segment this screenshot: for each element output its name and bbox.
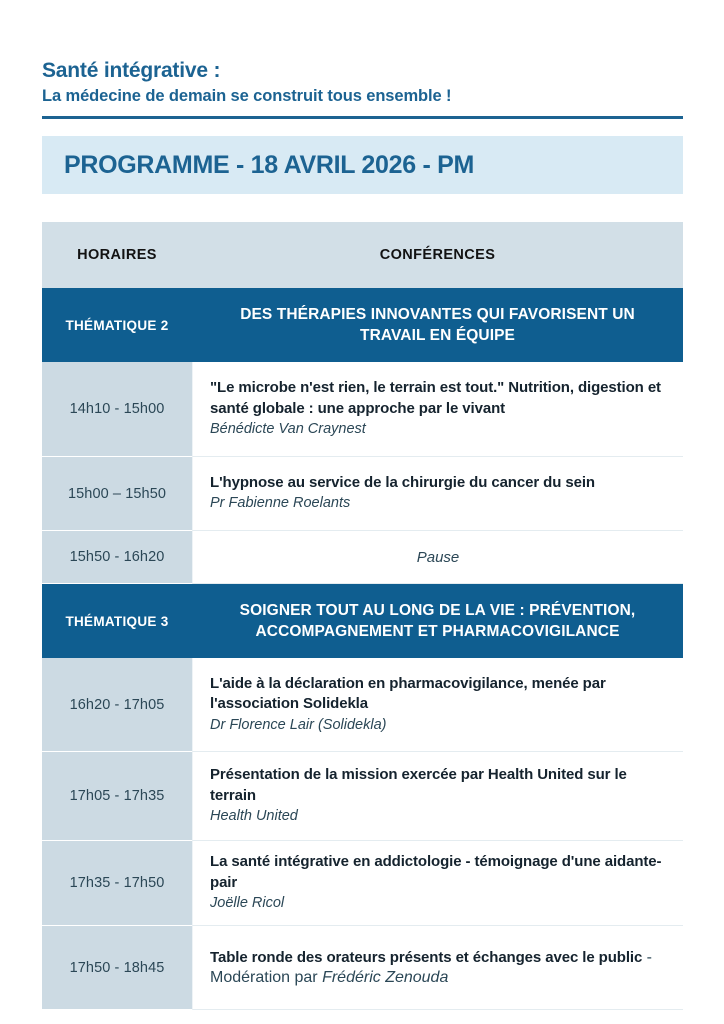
theme-title-2: DES THÉRAPIES INNOVANTES QUI FAVORISENT UN TRAVAIL EN ÉQUIPE bbox=[240, 305, 635, 344]
table-row[interactable] bbox=[42, 658, 683, 752]
row-time: 17h05 - 17h35 bbox=[42, 752, 192, 841]
conference-title: Présentation de la mission exercée par Health United sur le terrain bbox=[210, 766, 627, 804]
pause-label: Pause bbox=[192, 531, 683, 584]
row-conference bbox=[192, 752, 683, 841]
row-time: 15h00 – 15h50 bbox=[42, 457, 192, 531]
theme-label-3: THÉMATIQUE 3 bbox=[65, 613, 169, 629]
schedule-table bbox=[42, 222, 683, 1010]
row-time: 15h50 - 16h20 bbox=[42, 531, 192, 584]
row-conference bbox=[192, 457, 683, 531]
roundtable-line bbox=[210, 948, 663, 987]
page-subtitle: La médecine de demain se construit tous ensemble ! bbox=[42, 87, 452, 106]
conference-speaker: Health United bbox=[210, 808, 298, 825]
page-header bbox=[42, 58, 683, 119]
table-row[interactable] bbox=[42, 362, 683, 457]
table-row[interactable] bbox=[42, 752, 683, 841]
column-header-horaires: HORAIRES bbox=[77, 247, 157, 263]
conference-title: Table ronde des orateurs présents et échanges avec le public bbox=[210, 949, 643, 967]
conference-title: La santé intégrative en addictologie - témoignage d'une aidante-pair bbox=[210, 853, 662, 891]
table-row[interactable] bbox=[42, 457, 683, 531]
conference-speaker: Bénédicte Van Craynest bbox=[210, 421, 366, 438]
row-time: 14h10 - 15h00 bbox=[42, 362, 192, 457]
column-header-conferences: CONFÉRENCES bbox=[379, 247, 496, 263]
row-time: 17h35 - 17h50 bbox=[42, 841, 192, 926]
programme-banner-label: PROGRAMME - 18 AVRIL 2026 - PM bbox=[64, 150, 475, 179]
theme-title-3: SOIGNER TOUT AU LONG DE LA VIE : PRÉVENTION, ACCOMPAGNEMENT ET PHARMACOVIGILANCE bbox=[239, 601, 636, 640]
row-conference bbox=[192, 841, 683, 926]
conference-speaker: Joëlle Ricol bbox=[210, 895, 285, 912]
conference-title: L'hypnose au service de la chirurgie du cancer du sein bbox=[210, 473, 595, 491]
conference-speaker: Pr Fabienne Roelants bbox=[210, 495, 351, 512]
table-row[interactable] bbox=[42, 926, 683, 1010]
moderator-name: Frédéric Zenouda bbox=[322, 968, 449, 986]
row-time: 17h50 - 18h45 bbox=[42, 926, 192, 1010]
table-row[interactable] bbox=[42, 841, 683, 926]
table-header-row bbox=[42, 222, 683, 288]
conference-speaker: Dr Florence Lair (Solidekla) bbox=[210, 716, 387, 733]
theme-band-thematique-2 bbox=[42, 288, 683, 362]
moderation-connector: - Modération par bbox=[210, 949, 652, 986]
theme-label-2: THÉMATIQUE 2 bbox=[65, 317, 169, 333]
theme-band-thematique-3 bbox=[42, 584, 683, 658]
conference-title: L'aide à la déclaration en pharmacovigilance, menée par l'association Solidekla bbox=[210, 674, 606, 713]
conference-title: "Le microbe n'est rien, le terrain est tout." Nutrition, digestion et santé globale : une approche par le vivant bbox=[210, 379, 661, 417]
row-conference bbox=[192, 926, 683, 1010]
row-time: 16h20 - 17h05 bbox=[42, 658, 192, 752]
table-row-pause[interactable] bbox=[42, 531, 683, 584]
page-title: Santé intégrative : bbox=[42, 59, 221, 82]
programme-banner bbox=[42, 136, 683, 194]
header-divider bbox=[42, 116, 683, 119]
row-conference bbox=[192, 362, 683, 457]
row-conference bbox=[192, 658, 683, 752]
